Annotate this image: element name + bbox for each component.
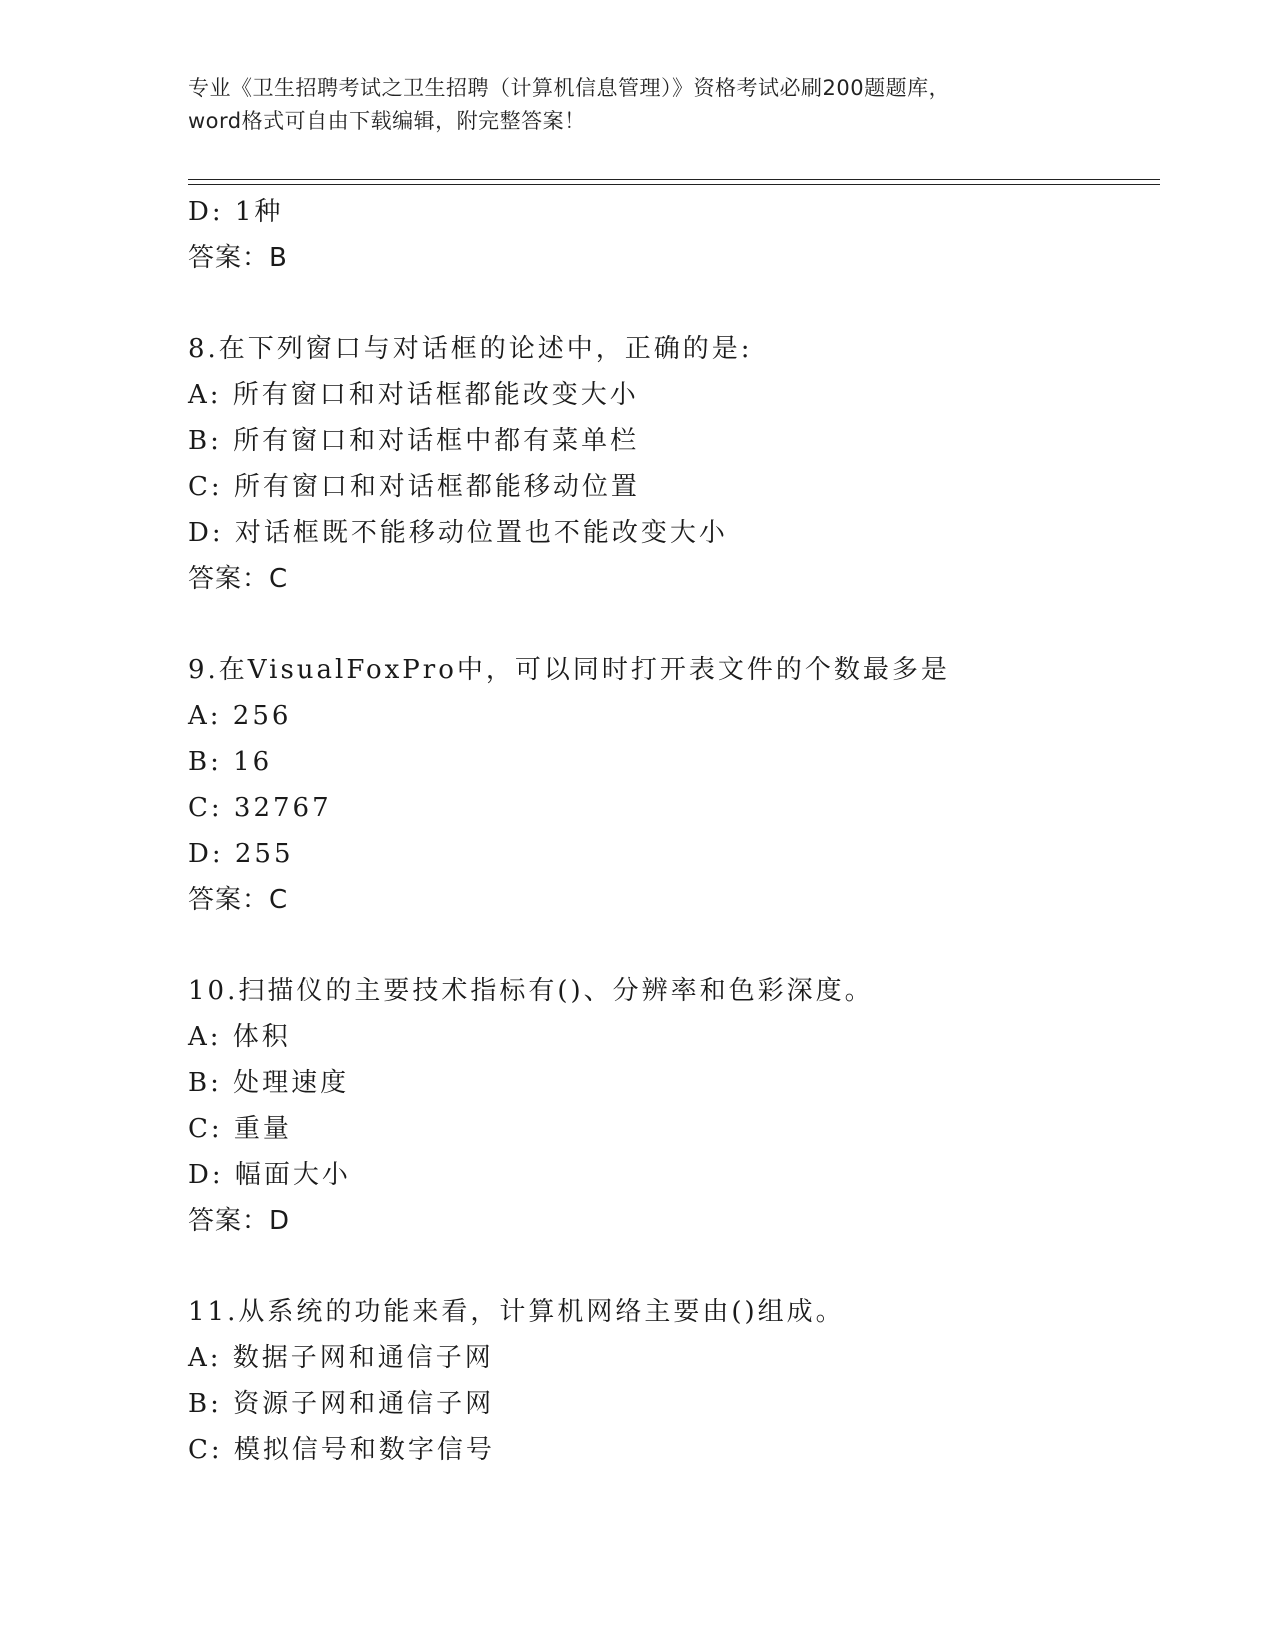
option-b: B: 处理速度 [188,1068,350,1098]
option-c: C: 重量 [188,1114,292,1144]
option-d: D: 对话框既不能移动位置也不能改变大小 [188,518,728,548]
header-line-2: word格式可自由下载编辑，附完整答案！ [188,109,586,133]
question-10 [188,968,1148,1244]
document-header [188,72,1108,138]
option-d: D: 幅面大小 [188,1160,351,1190]
spacer [188,923,1148,968]
question-stem: 8.在下列窗口与对话框的论述中，正确的是: [188,334,753,364]
option-a: A: 所有窗口和对话框都能改变大小 [188,380,639,410]
option-a: A: 数据子网和通信子网 [188,1343,494,1373]
answer-line: 答案：B [188,243,288,273]
option-a: A: 256 [188,701,292,731]
option-c: C: 所有窗口和对话框都能移动位置 [188,472,640,502]
answer-line: 答案：D [188,1206,291,1236]
option-c: C: 32767 [188,793,332,823]
spacer [188,1244,1148,1289]
option-d: D: 1种 [188,197,284,227]
option-d: D: 255 [188,839,294,869]
question-11 [188,1289,1148,1473]
option-b: B: 资源子网和通信子网 [188,1389,495,1419]
option-c: C: 模拟信号和数字信号 [188,1435,495,1465]
spacer [188,281,1148,326]
question-9 [188,647,1148,923]
option-b: B: 16 [188,747,273,777]
header-rule-bottom [188,184,1160,185]
answer-line: 答案：C [188,885,289,915]
option-b: B: 所有窗口和对话框中都有菜单栏 [188,426,640,456]
question-stem: 11.从系统的功能来看，计算机网络主要由()组成。 [188,1297,845,1327]
answer-line: 答案：C [188,564,289,594]
question-stem: 9.在VisualFoxPro中，可以同时打开表文件的个数最多是 [188,655,950,685]
spacer [188,602,1148,647]
question-8 [188,326,1148,602]
question-stem: 10.扫描仪的主要技术指标有()、分辨率和色彩深度。 [188,976,874,1006]
question-list [188,189,1148,1473]
option-a: A: 体积 [188,1022,291,1052]
header-rule-top [188,179,1160,180]
header-line-1: 专业《卫生招聘考试之卫生招聘（计算机信息管理）》资格考试必刷200题题库， [188,76,951,100]
